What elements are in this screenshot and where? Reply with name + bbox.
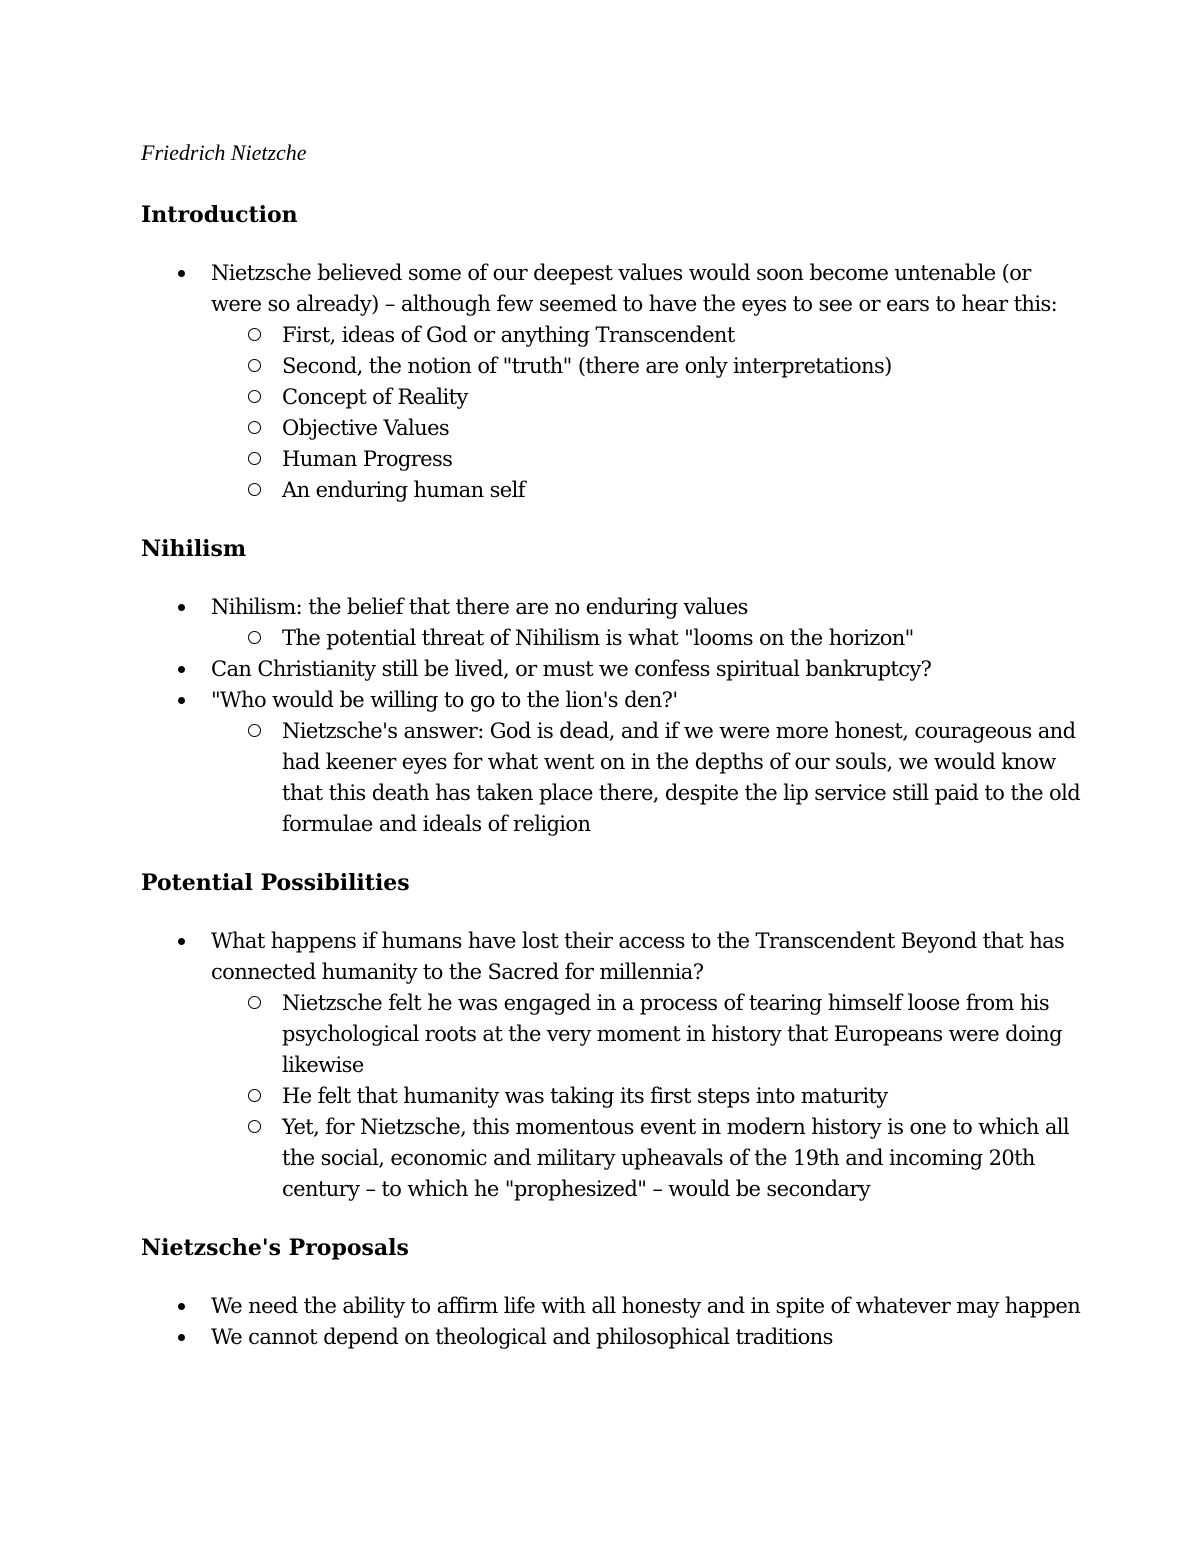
sub-list-item-text: Concept of Reality [282, 385, 468, 409]
section-heading: Nietzsche's Proposals [141, 1235, 409, 1261]
list-item-text: What happens if humans have lost their access to the Transcendent Beyond that has connected humanity to the Sacred for millennia? [211, 929, 1065, 984]
sub-list-item [141, 413, 1081, 444]
sub-list [141, 988, 1081, 1205]
sub-list-item-text: First, ideas of God or anything Transcendent [282, 323, 735, 347]
hollow-circle-bullet-icon [248, 1089, 261, 1102]
list-item [141, 654, 1081, 685]
sub-list-item [141, 623, 1081, 654]
document-title: Friedrich Nietzche [141, 140, 307, 165]
bullet-dot-icon [178, 1334, 185, 1341]
list-item [141, 258, 1081, 506]
sub-list-item-text: Second, the notion of "truth" (there are only interpretations) [282, 354, 892, 378]
sub-list-item-text: An enduring human self [282, 478, 525, 502]
section-heading: Potential Possibilities [141, 870, 410, 896]
bullet-list [141, 258, 1081, 506]
hollow-circle-bullet-icon [248, 452, 261, 465]
bullet-dot-icon [178, 604, 185, 611]
sub-list-item [141, 1112, 1081, 1205]
list-item-text: Nietzsche believed some of our deepest values would soon become untenable (or were so already) – although few seemed to have the eyes to see or ears to hear this: [211, 261, 1058, 316]
bullet-dot-icon [178, 270, 185, 277]
sub-list-item [141, 351, 1081, 382]
hollow-circle-bullet-icon [248, 724, 261, 737]
sub-list-item [141, 716, 1081, 840]
section-heading: Introduction [141, 202, 298, 228]
list-item-text: We cannot depend on theological and philosophical traditions [211, 1325, 833, 1349]
sub-list-item-text: Nietzsche's answer: God is dead, and if we were more honest, courageous and had keener eyes for what went on in the depths of our souls, we would know that this death has taken place there, despite the lip service still paid to the old formulae and ideals of religion [282, 719, 1081, 836]
sub-list-item-text: Human Progress [282, 447, 453, 471]
bullet-dot-icon [178, 666, 185, 673]
sub-list-item [141, 475, 1081, 506]
hollow-circle-bullet-icon [248, 483, 261, 496]
section-heading: Nihilism [141, 536, 247, 562]
bullet-dot-icon [178, 697, 185, 704]
list-item-text: Nihilism: the belief that there are no enduring values [211, 595, 748, 619]
sub-list-item [141, 320, 1081, 351]
hollow-circle-bullet-icon [248, 328, 261, 341]
bullet-list [141, 1291, 1081, 1353]
hollow-circle-bullet-icon [248, 996, 261, 1009]
list-item-text: "Who would be willing to go to the lion's den?' [211, 688, 678, 712]
list-item [141, 926, 1081, 1205]
hollow-circle-bullet-icon [248, 421, 261, 434]
hollow-circle-bullet-icon [248, 390, 261, 403]
sub-list [141, 716, 1081, 840]
list-item-text: Can Christianity still be lived, or must we confess spiritual bankruptcy? [211, 657, 932, 681]
bullet-list [141, 926, 1081, 1205]
sub-list-item-text: Objective Values [282, 416, 450, 440]
bullet-list [141, 592, 1081, 840]
sub-list-item [141, 382, 1081, 413]
bullet-dot-icon [178, 938, 185, 945]
hollow-circle-bullet-icon [248, 359, 261, 372]
list-item [141, 1322, 1081, 1353]
list-item-text: We need the ability to affirm life with all honesty and in spite of whatever may happen [211, 1294, 1081, 1318]
list-item [141, 1291, 1081, 1322]
list-item [141, 592, 1081, 654]
document-page [141, 138, 1081, 1381]
sub-list-item-text: The potential threat of Nihilism is what "looms on the horizon" [282, 626, 914, 650]
bullet-dot-icon [178, 1303, 185, 1310]
sub-list-item [141, 444, 1081, 475]
sub-list-item-text: Nietzsche felt he was engaged in a process of tearing himself loose from his psychological roots at the very moment in history that Europeans were doing likewise [282, 991, 1062, 1077]
list-item [141, 685, 1081, 840]
sub-list-item [141, 1081, 1081, 1112]
document-body [141, 200, 1081, 1353]
sub-list-item-text: He felt that humanity was taking its first steps into maturity [282, 1084, 888, 1108]
sub-list [141, 320, 1081, 506]
sub-list [141, 623, 1081, 654]
hollow-circle-bullet-icon [248, 1120, 261, 1133]
sub-list-item-text: Yet, for Nietzsche, this momentous event in modern history is one to which all the social, economic and military upheavals of the 19th and incoming 20th century – to which he "prophesized" – would be secondary [282, 1115, 1070, 1201]
hollow-circle-bullet-icon [248, 631, 261, 644]
sub-list-item [141, 988, 1081, 1081]
